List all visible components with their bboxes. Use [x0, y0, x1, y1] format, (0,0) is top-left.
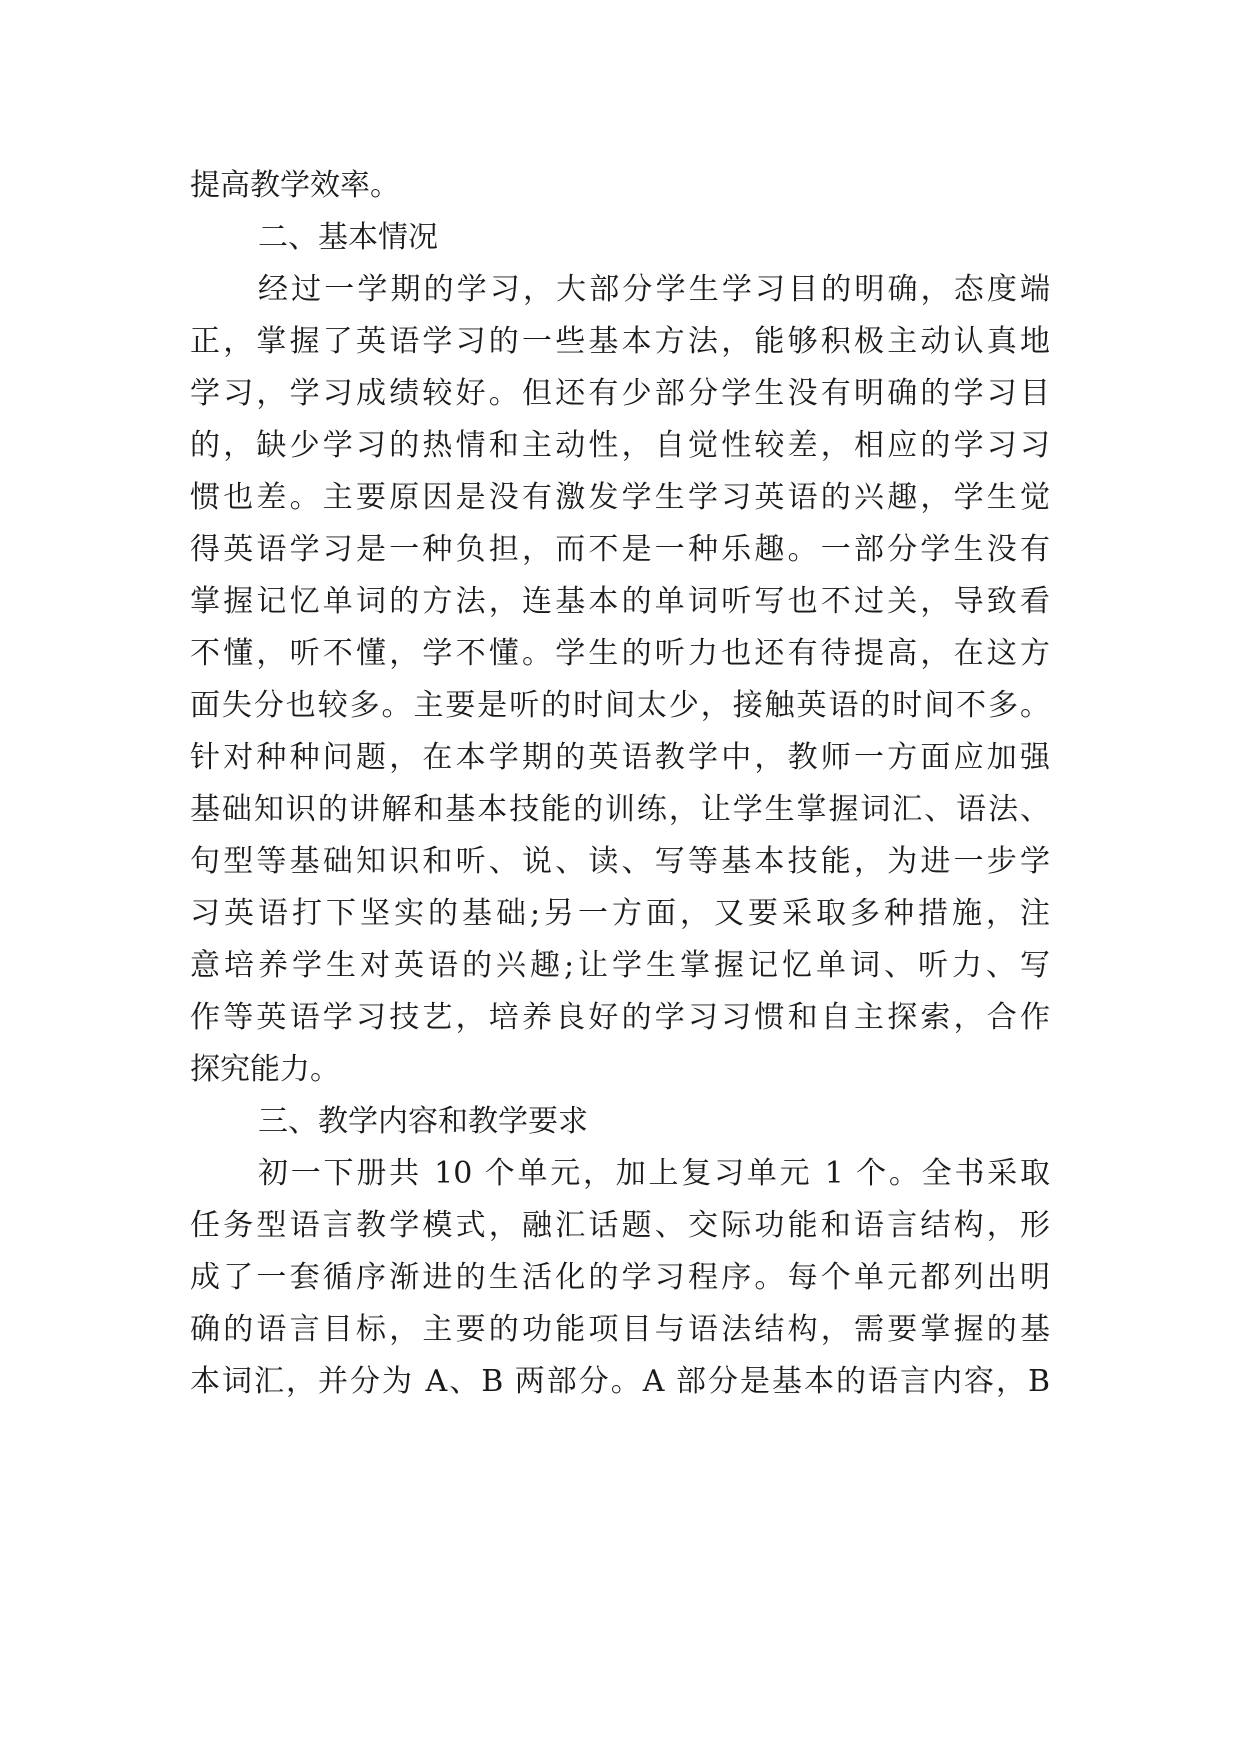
paragraph-line: 基础知识的讲解和基本技能的训练，让学生掌握词汇、语法、	[190, 792, 1050, 827]
paragraph-line: 提高教学效率。	[190, 168, 400, 203]
paragraph-line: 面失分也较多。主要是听的时间太少，接触英语的时间不多。	[190, 688, 1050, 723]
paragraph-line: 确的语言目标，主要的功能项目与语法结构，需要掌握的基	[190, 1312, 1050, 1347]
paragraph-line: 探究能力。	[190, 1052, 340, 1087]
paragraph-line: 经过一学期的学习，大部分学生学习目的明确，态度端	[258, 272, 1050, 307]
section-heading: 二、基本情况	[258, 220, 438, 255]
paragraph-line: 不懂，听不懂，学不懂。学生的听力也还有待提高，在这方	[190, 636, 1050, 671]
paragraph-line: 任务型语言教学模式，融汇话题、交际功能和语言结构，形	[190, 1208, 1050, 1243]
paragraph-line: 正，掌握了英语学习的一些基本方法，能够积极主动认真地	[190, 324, 1050, 359]
paragraph-line: 得英语学习是一种负担，而不是一种乐趣。一部分学生没有	[190, 532, 1050, 567]
paragraph-line: 掌握记忆单词的方法，连基本的单词听写也不过关，导致看	[190, 584, 1050, 619]
paragraph-line: 初一下册共 10 个单元，加上复习单元 1 个。全书采取	[258, 1156, 1050, 1191]
paragraph-line: 针对种种问题，在本学期的英语教学中，教师一方面应加强	[190, 740, 1050, 775]
paragraph-line: 学习，学习成绩较好。但还有少部分学生没有明确的学习目	[190, 376, 1050, 411]
paragraph-line: 惯也差。主要原因是没有激发学生学习英语的兴趣，学生觉	[190, 480, 1050, 515]
paragraph-line: 成了一套循序渐进的生活化的学习程序。每个单元都列出明	[190, 1260, 1050, 1295]
paragraph-line: 句型等基础知识和听、说、读、写等基本技能，为进一步学	[190, 844, 1050, 879]
paragraph-line: 的，缺少学习的热情和主动性，自觉性较差，相应的学习习	[190, 428, 1050, 463]
paragraph-line: 意培养学生对英语的兴趣;让学生掌握记忆单词、听力、写	[190, 948, 1050, 983]
paragraph-line: 习英语打下坚实的基础;另一方面，又要采取多种措施，注	[190, 896, 1050, 931]
paragraph-line: 作等英语学习技艺，培养良好的学习习惯和自主探索，合作	[190, 1000, 1050, 1035]
paragraph-line: 本词汇，并分为 A、B 两部分。A 部分是基本的语言内容，B	[190, 1364, 1050, 1399]
section-heading: 三、教学内容和教学要求	[258, 1104, 588, 1139]
